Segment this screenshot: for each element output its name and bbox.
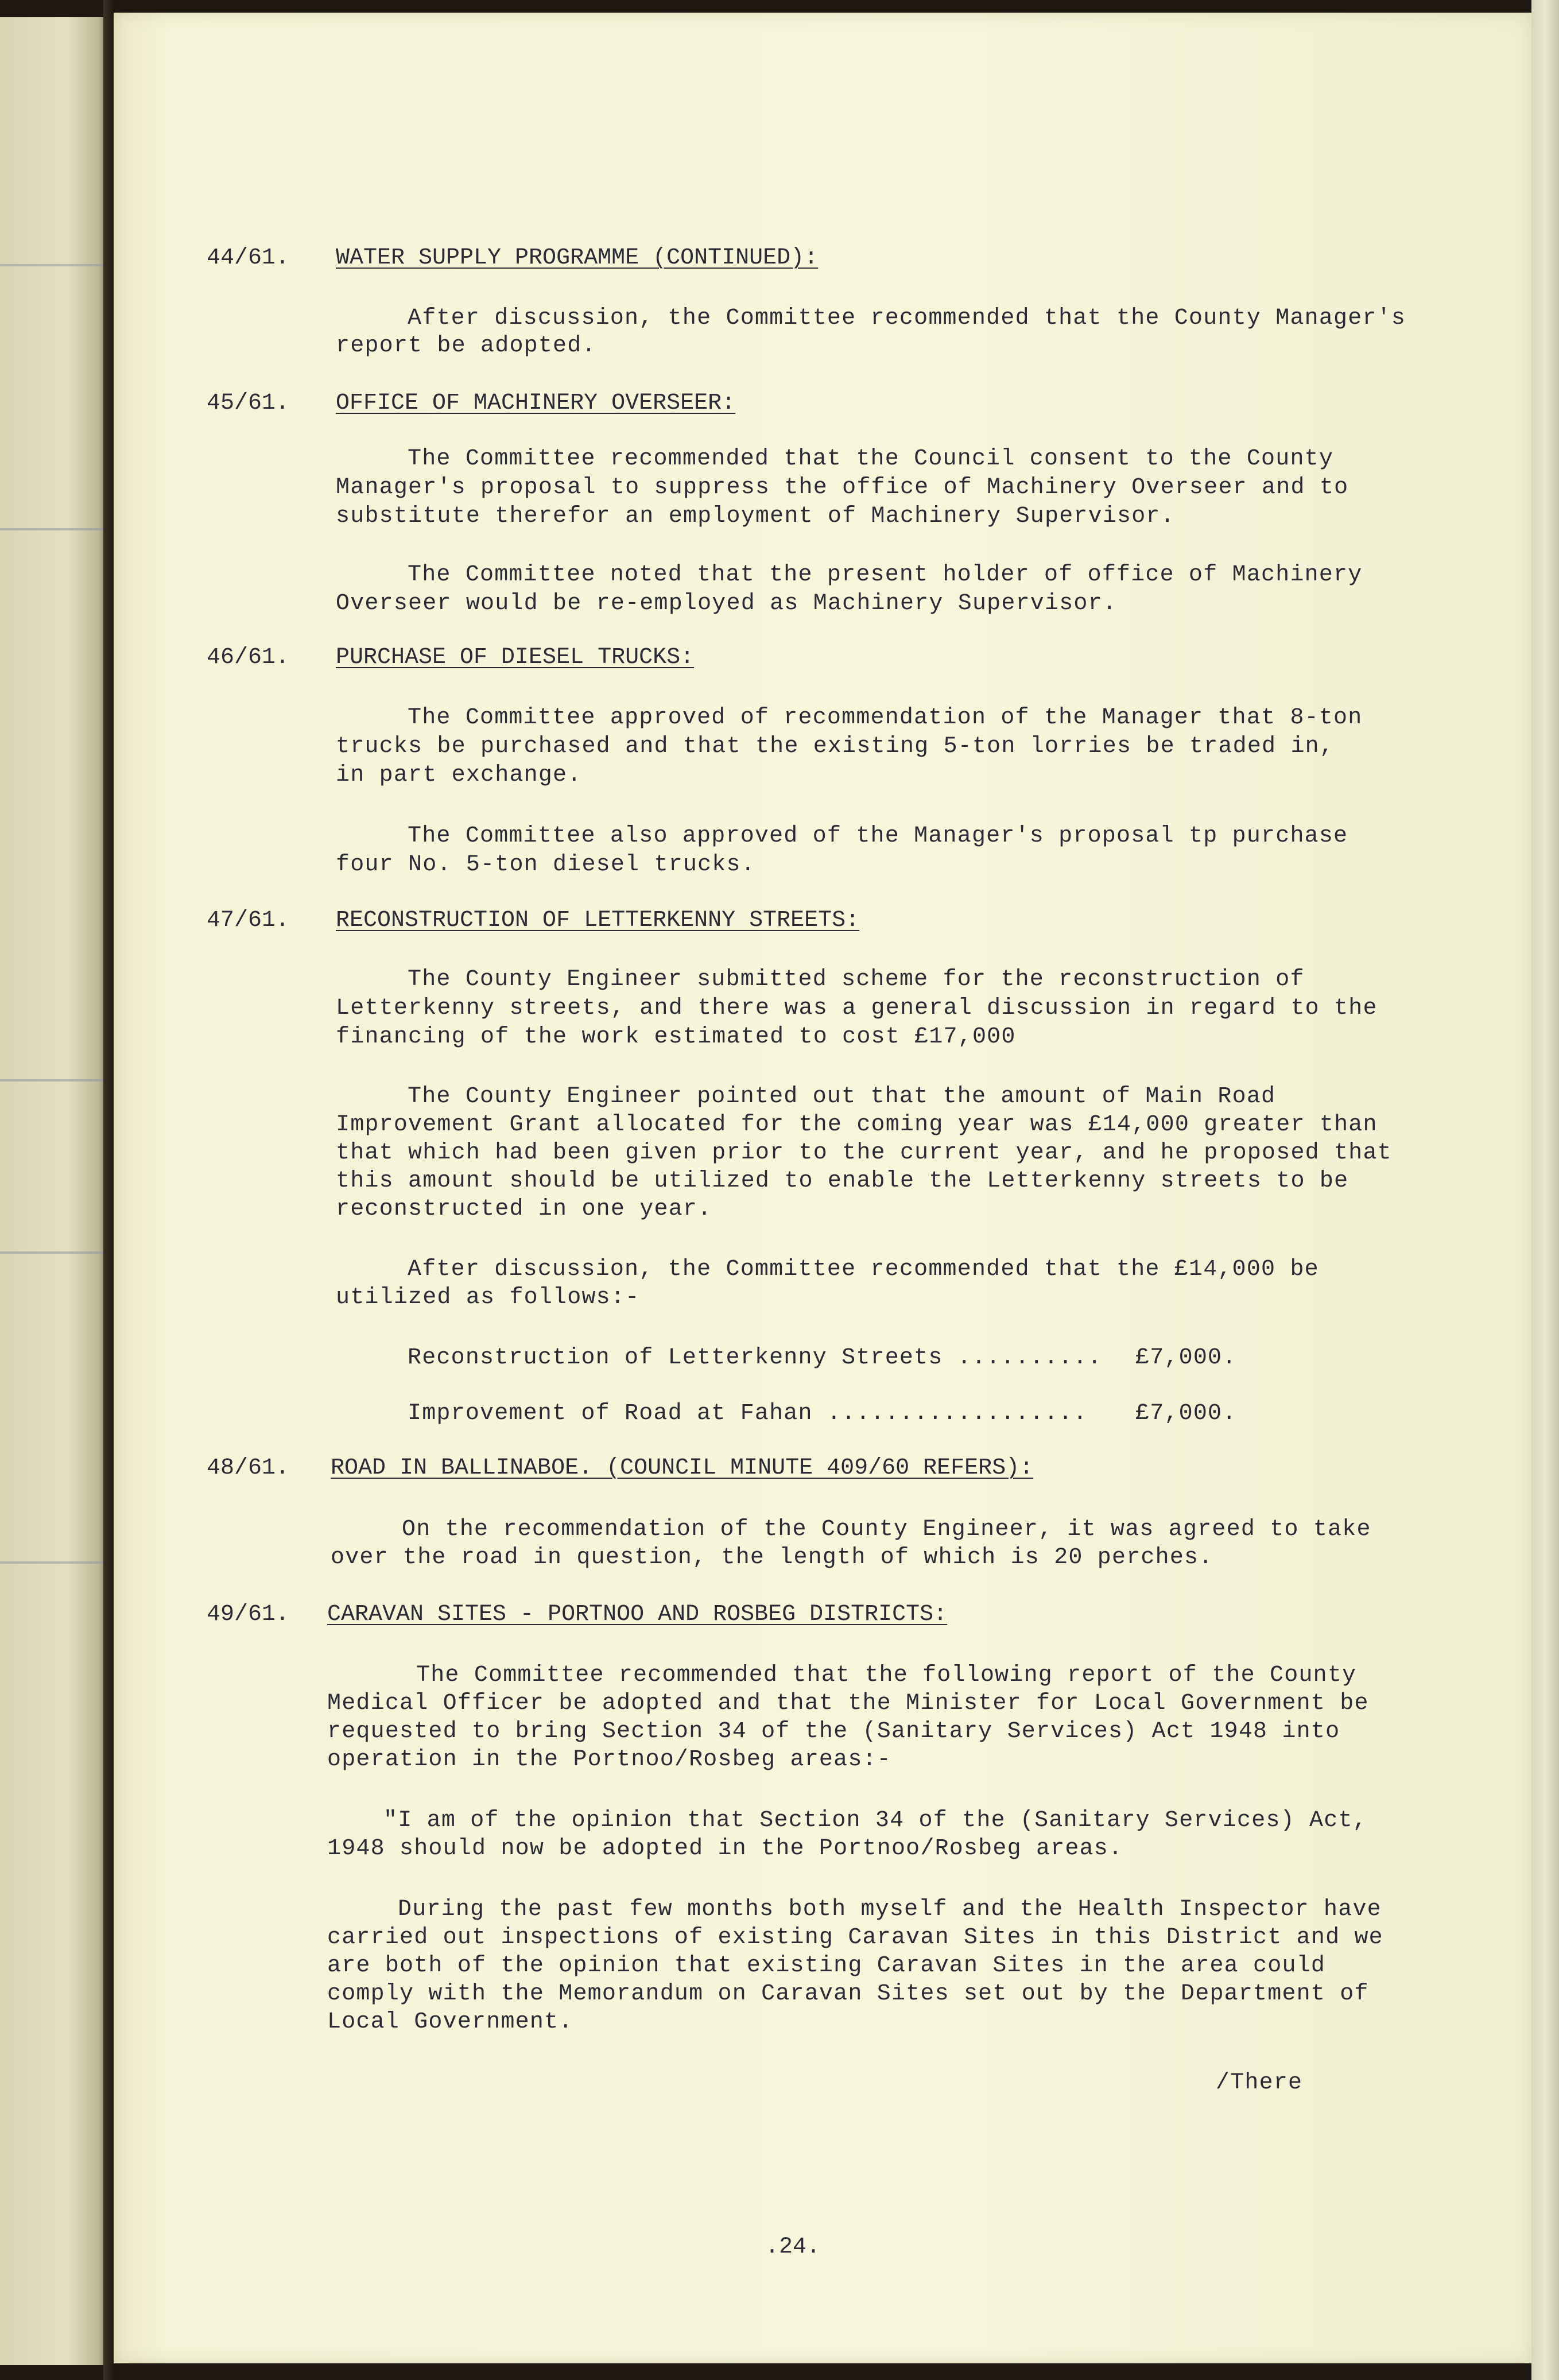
paragraph-line: The Committee also approved of the Manager's proposal tp purchase — [408, 823, 1348, 849]
paragraph-line: After discussion, the Committee recommended that the County Manager's — [408, 305, 1406, 331]
paragraph-line: "I am of the opinion that Section 34 of the (Sanitary Services) Act, — [383, 1808, 1367, 1834]
paragraph-line: reconstructed in one year. — [336, 1196, 712, 1222]
minute-number: 49/61. — [207, 1602, 290, 1627]
minute-heading: RECONSTRUCTION OF LETTERKENNY STREETS: — [336, 908, 860, 933]
minute-number: 44/61. — [207, 245, 290, 271]
paragraph-line: this amount should be utilized to enable the Letterkenny streets to be — [336, 1168, 1349, 1194]
paragraph-line: Local Government. — [327, 2009, 573, 2035]
paragraph-line: requested to bring Section 34 of the (Sanitary Services) Act 1948 into — [327, 1719, 1340, 1745]
paragraph-line: After discussion, the Committee recommended that the £14,000 be — [408, 1257, 1319, 1282]
minute-heading: OFFICE OF MACHINERY OVERSEER: — [336, 390, 736, 416]
paragraph-line: over the road in question, the length of which is 20 perches. — [331, 1545, 1213, 1571]
minute-number: 47/61. — [207, 908, 290, 933]
minute-heading: ROAD IN BALLINABOE. (COUNCIL MINUTE 409/60 REFERS): — [331, 1455, 1034, 1481]
paragraph-line: trucks be purchased and that the existing 5-ton lorries be traded in, — [336, 734, 1335, 759]
paragraph-line: financing of the work estimated to cost £17,000 — [336, 1024, 1016, 1050]
paragraph-line: report be adopted. — [336, 333, 596, 359]
minute-heading: CARAVAN SITES - PORTNOO AND ROSBEG DISTRICTS: — [327, 1602, 948, 1627]
paragraph-line: Improvement Grant allocated for the coming year was £14,000 greater than — [336, 1112, 1378, 1138]
paragraph-line: comply with the Memorandum on Caravan Sites set out by the Department of — [327, 1981, 1369, 2007]
allocation-label: Improvement of Road at Fahan .................. — [408, 1401, 1088, 1427]
paragraph-line: 1948 should now be adopted in the Portnoo/Rosbeg areas. — [327, 1836, 1123, 1862]
paragraph-line: The Committee recommended that the following report of the County — [416, 1662, 1357, 1688]
paragraph-line: substitute therefor an employment of Machinery Supervisor. — [336, 503, 1175, 529]
allocation-amount: £7,000. — [1135, 1401, 1237, 1427]
page-number: .24. — [765, 2234, 821, 2260]
paragraph-line: operation in the Portnoo/Rosbeg areas:- — [327, 1747, 891, 1773]
minutes-page — [114, 13, 1531, 2363]
paragraph-line: carried out inspections of existing Caravan Sites in this District and we — [327, 1925, 1383, 1951]
allocation-amount: £7,000. — [1135, 1345, 1237, 1371]
minute-heading: PURCHASE OF DIESEL TRUCKS: — [336, 645, 695, 670]
minute-number: 48/61. — [207, 1455, 290, 1481]
paragraph-line: The Committee recommended that the Council consent to the County — [408, 446, 1334, 472]
page-edge-right — [1531, 0, 1559, 2380]
paragraph-line: Manager's proposal to suppress the office of Machinery Overseer and to — [336, 475, 1349, 501]
paragraph-line: The Committee noted that the present holder of office of Machinery — [408, 562, 1363, 588]
minute-number: 46/61. — [207, 645, 290, 670]
catchword: /There — [1216, 2070, 1303, 2096]
minute-number: 45/61. — [207, 390, 290, 416]
paragraph-line: Overseer would be re-employed as Machinery Supervisor. — [336, 591, 1118, 617]
minute-heading: WATER SUPPLY PROGRAMME (CONTINUED): — [336, 245, 819, 271]
paragraph-line: Medical Officer be adopted and that the Minister for Local Government be — [327, 1691, 1369, 1716]
paragraph-line: utilized as follows:- — [336, 1285, 640, 1311]
paragraph-line: The County Engineer submitted scheme for the reconstruction of — [408, 967, 1305, 993]
paragraph-line: During the past few months both myself and the Health Inspector have — [398, 1897, 1382, 1922]
allocation-label: Reconstruction of Letterkenny Streets .......... — [408, 1345, 1102, 1371]
facing-page-edge — [0, 17, 112, 2365]
paragraph-line: The Committee approved of recommendation of the Manager that 8-ton — [408, 705, 1363, 731]
paragraph-line: are both of the opinion that existing Caravan Sites in the area could — [327, 1953, 1326, 1979]
paragraph-line: four No. 5-ton diesel trucks. — [336, 852, 755, 878]
paragraph-line: Letterkenny streets, and there was a general discussion in regard to the — [336, 995, 1378, 1021]
paragraph-line: in part exchange. — [336, 762, 582, 788]
paragraph-line: that which had been given prior to the current year, and he proposed that — [336, 1140, 1392, 1166]
paragraph-line: The County Engineer pointed out that the amount of Main Road — [408, 1084, 1276, 1110]
paragraph-line: On the recommendation of the County Engineer, it was agreed to take — [402, 1517, 1371, 1542]
